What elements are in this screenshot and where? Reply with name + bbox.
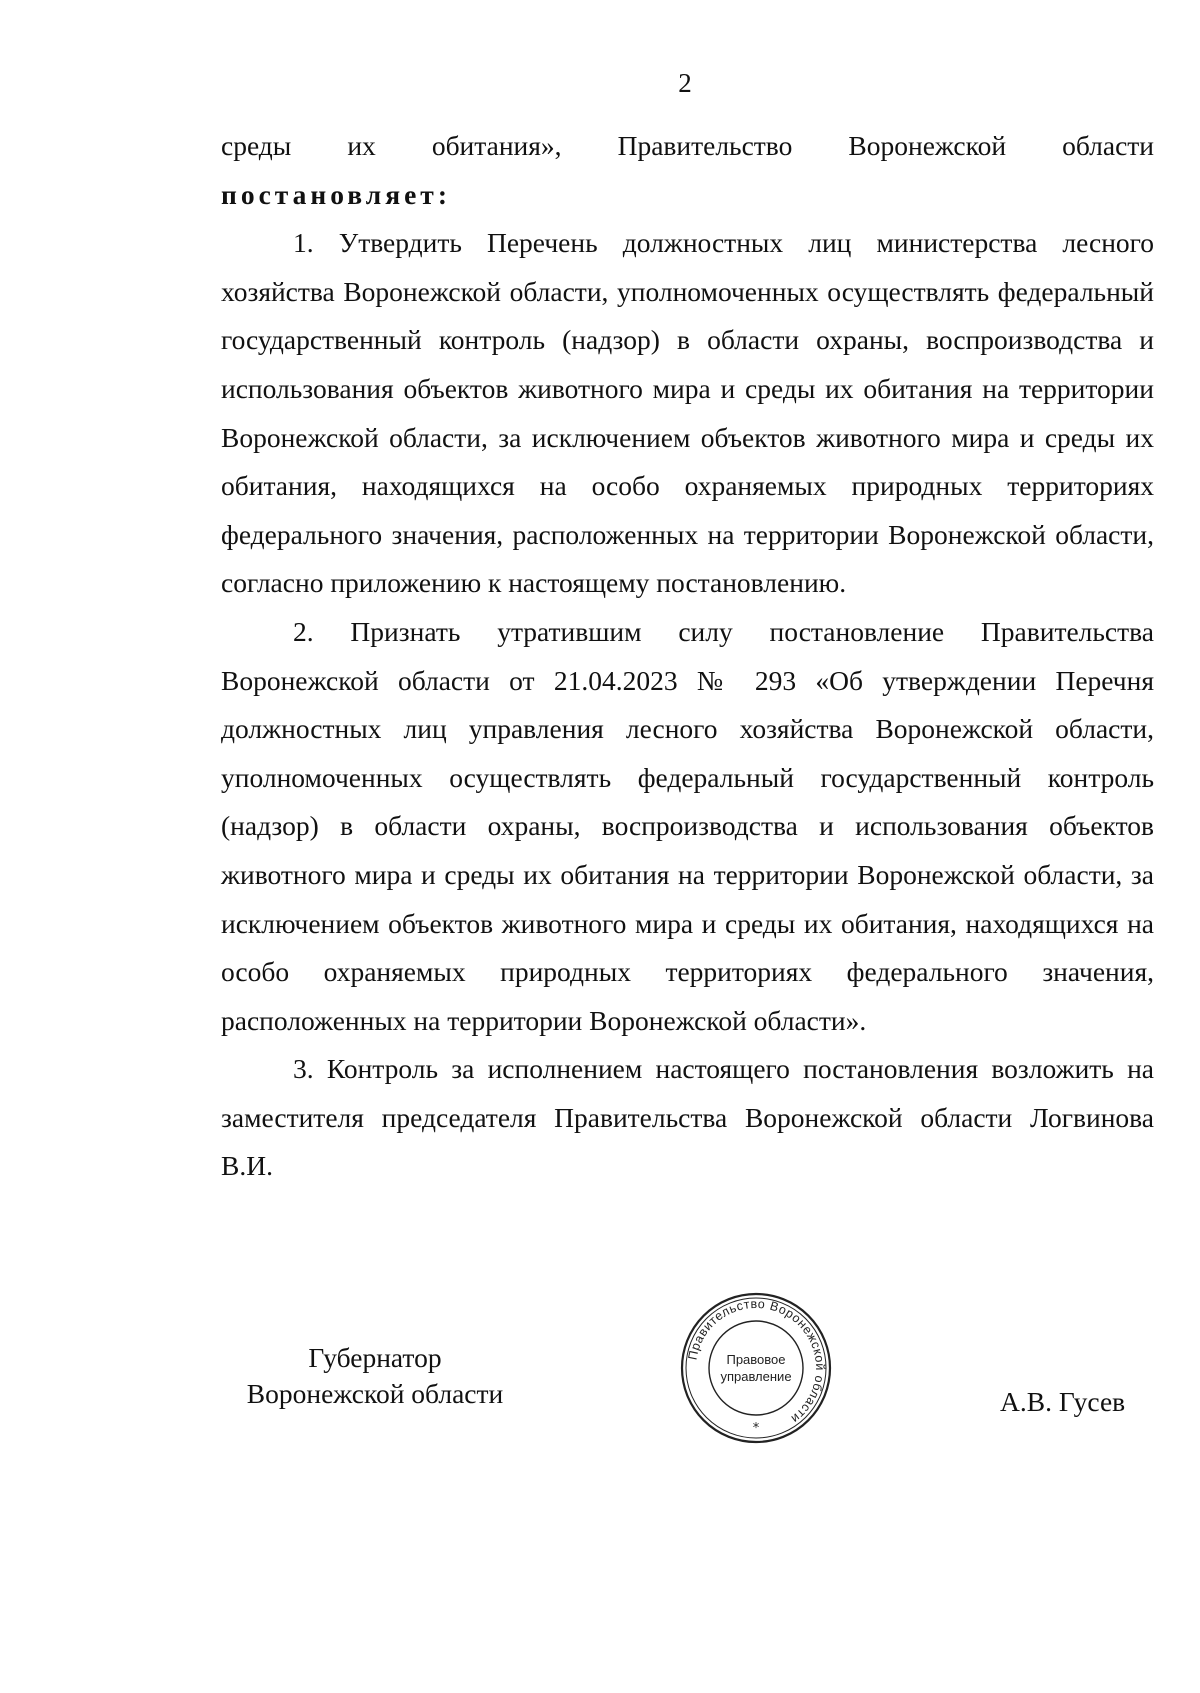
intro-paragraph (221, 122, 1154, 219)
decree-word: постановляет (221, 178, 438, 210)
stamp-seal (678, 1290, 834, 1446)
page-number: 2 (678, 68, 692, 98)
item-2: 2. Признать утратившим силу постановление Правительства Воронежской области от 21.04.2023 № 293 «Об утверждении Перечня должностных лиц управления лесного хозяйства Воронежской области, уполномоченных осуществлять федеральный государственный контроль (надзор) в области охраны, воспроизводства и использования объектов животного мира и среды их обитания на территории Воронежской области, за исключением объектов животного мира и среды их обитания, находящихся на особо охраняемых природных территориях федерального значения, расположенных на территории Воронежской области». (221, 615, 1154, 1036)
stamp-inner-line-1: Правовое (726, 1352, 786, 1367)
stamp-star: * (752, 1421, 760, 1436)
intro-line: среды их обитания», Правительство Воронежской области (221, 130, 1155, 161)
position-line-1: Губернатор (308, 1342, 442, 1373)
stamp-outer-text: Правительство Воронежской области (685, 1296, 828, 1427)
signatory-position (225, 1340, 525, 1412)
official-stamp (678, 1290, 834, 1446)
item-3: 3. Контроль за исполнением настоящего постановления возложить на заместителя председателя Правительства Воронежской области Логвинова В.И. (221, 1053, 1154, 1182)
item-1: 1. Утвердить Перечень должностных лиц министерства лесного хозяйства Воронежской области, уполномоченных осуществлять федеральный государственный контроль (надзор) в области охраны, воспроизводства и использования объектов животного мира и среды их обитания на территории Воронежской области, за исключением объектов животного мира и среды их обитания, находящихся на особо охраняемых природных территориях федерального значения, расположенных на территории Воронежской области, согласно приложению к настоящему постановлению. (221, 227, 1154, 599)
stamp-inner-line-2: управление (720, 1369, 792, 1384)
decree-colon: : (437, 178, 451, 210)
position-line-2: Воронежской области (246, 1378, 504, 1409)
signer-name: А.В. Гусев (1000, 1386, 1126, 1417)
document-body (221, 122, 1154, 1191)
